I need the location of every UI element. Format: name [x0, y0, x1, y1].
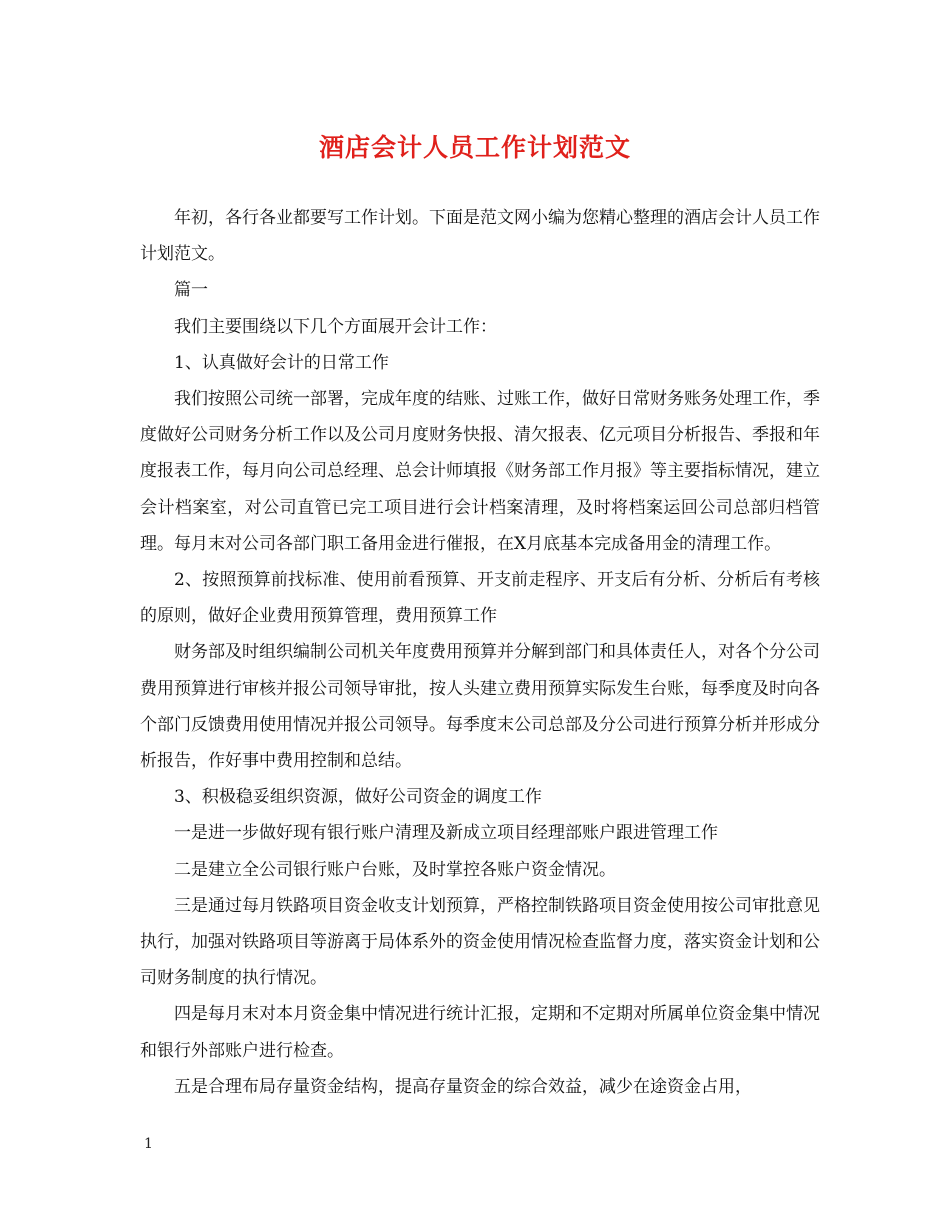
document-body [140, 200, 820, 1105]
page-number: 1 [144, 1136, 153, 1152]
paragraph-intro: 年初，各行各业都要写工作计划。下面是范文网小编为您精心整理的酒店会计人员工作计划范文。 [140, 208, 820, 265]
paragraph: 三是通过每月铁路项目资金收支计划预算，严格控制铁路项目资金使用按公司审批意见执行，加强对铁路项目等游离于局体系外的资金使用情况检查监督力度，落实资金计划和公司财务制度的执行情况。 [140, 895, 820, 989]
paragraph: 财务部及时组织编制公司机关年度费用预算并分解到部门和具体责任人，对各个分公司费用预算进行审核并报公司领导审批，按人头建立费用预算实际发生台账，每季度及时向各个部门反馈费用使用情况并报公司领导。每季度末公司总部及分公司进行预算分析并形成分析报告，作好事中费用控制和总结。 [140, 642, 820, 772]
paragraph: 四是每月末对本月资金集中情况进行统计汇报，定期和不定期对所属单位资金集中情况和银行外部账户进行检查。 [140, 1004, 820, 1061]
document-title: 酒店会计人员工作计划范文 [318, 133, 631, 162]
paragraph: 我们按照公司统一部署，完成年度的结账、过账工作，做好日常财务账务处理工作，季度做好公司财务分析工作以及公司月度财务快报、清欠报表、亿元项目分析报告、季报和年度报表工作，每月向公司总经理、总会计师填报《财务部工作月报》等主要指标情况，建立会计档案室，对公司直管已完工项目进行会计档案清理，及时将档案运回公司总部归档管理。每月末对公司各部门职工备用金进行催报，在X月底基本完成备用金的清理工作。 [140, 389, 820, 554]
paragraph-lead: 我们主要围绕以下几个方面展开会计工作： [174, 316, 497, 337]
paragraph: 五是合理布局存量资金结构，提高存量资金的综合效益，减少在途资金占用， [174, 1076, 752, 1097]
paragraph-heading-3: 3、积极稳妥组织资源，做好公司资金的调度工作 [174, 787, 542, 808]
paragraph: 二是建立全公司银行账户台账，及时掌控各账户资金情况。 [174, 859, 616, 880]
paragraph-heading-2: 2、按照预算前找标准、使用前看预算、开支前走程序、开支后有分析、分析后有考核的原则，做好企业费用预算管理，费用预算工作 [140, 570, 820, 627]
paragraph: 一是进一步做好现有银行账户清理及新成立项目经理部账户跟进管理工作 [174, 823, 718, 844]
paragraph-heading-1: 1、认真做好会计的日常工作 [174, 352, 389, 373]
paragraph-section-label: 篇一 [174, 280, 208, 301]
